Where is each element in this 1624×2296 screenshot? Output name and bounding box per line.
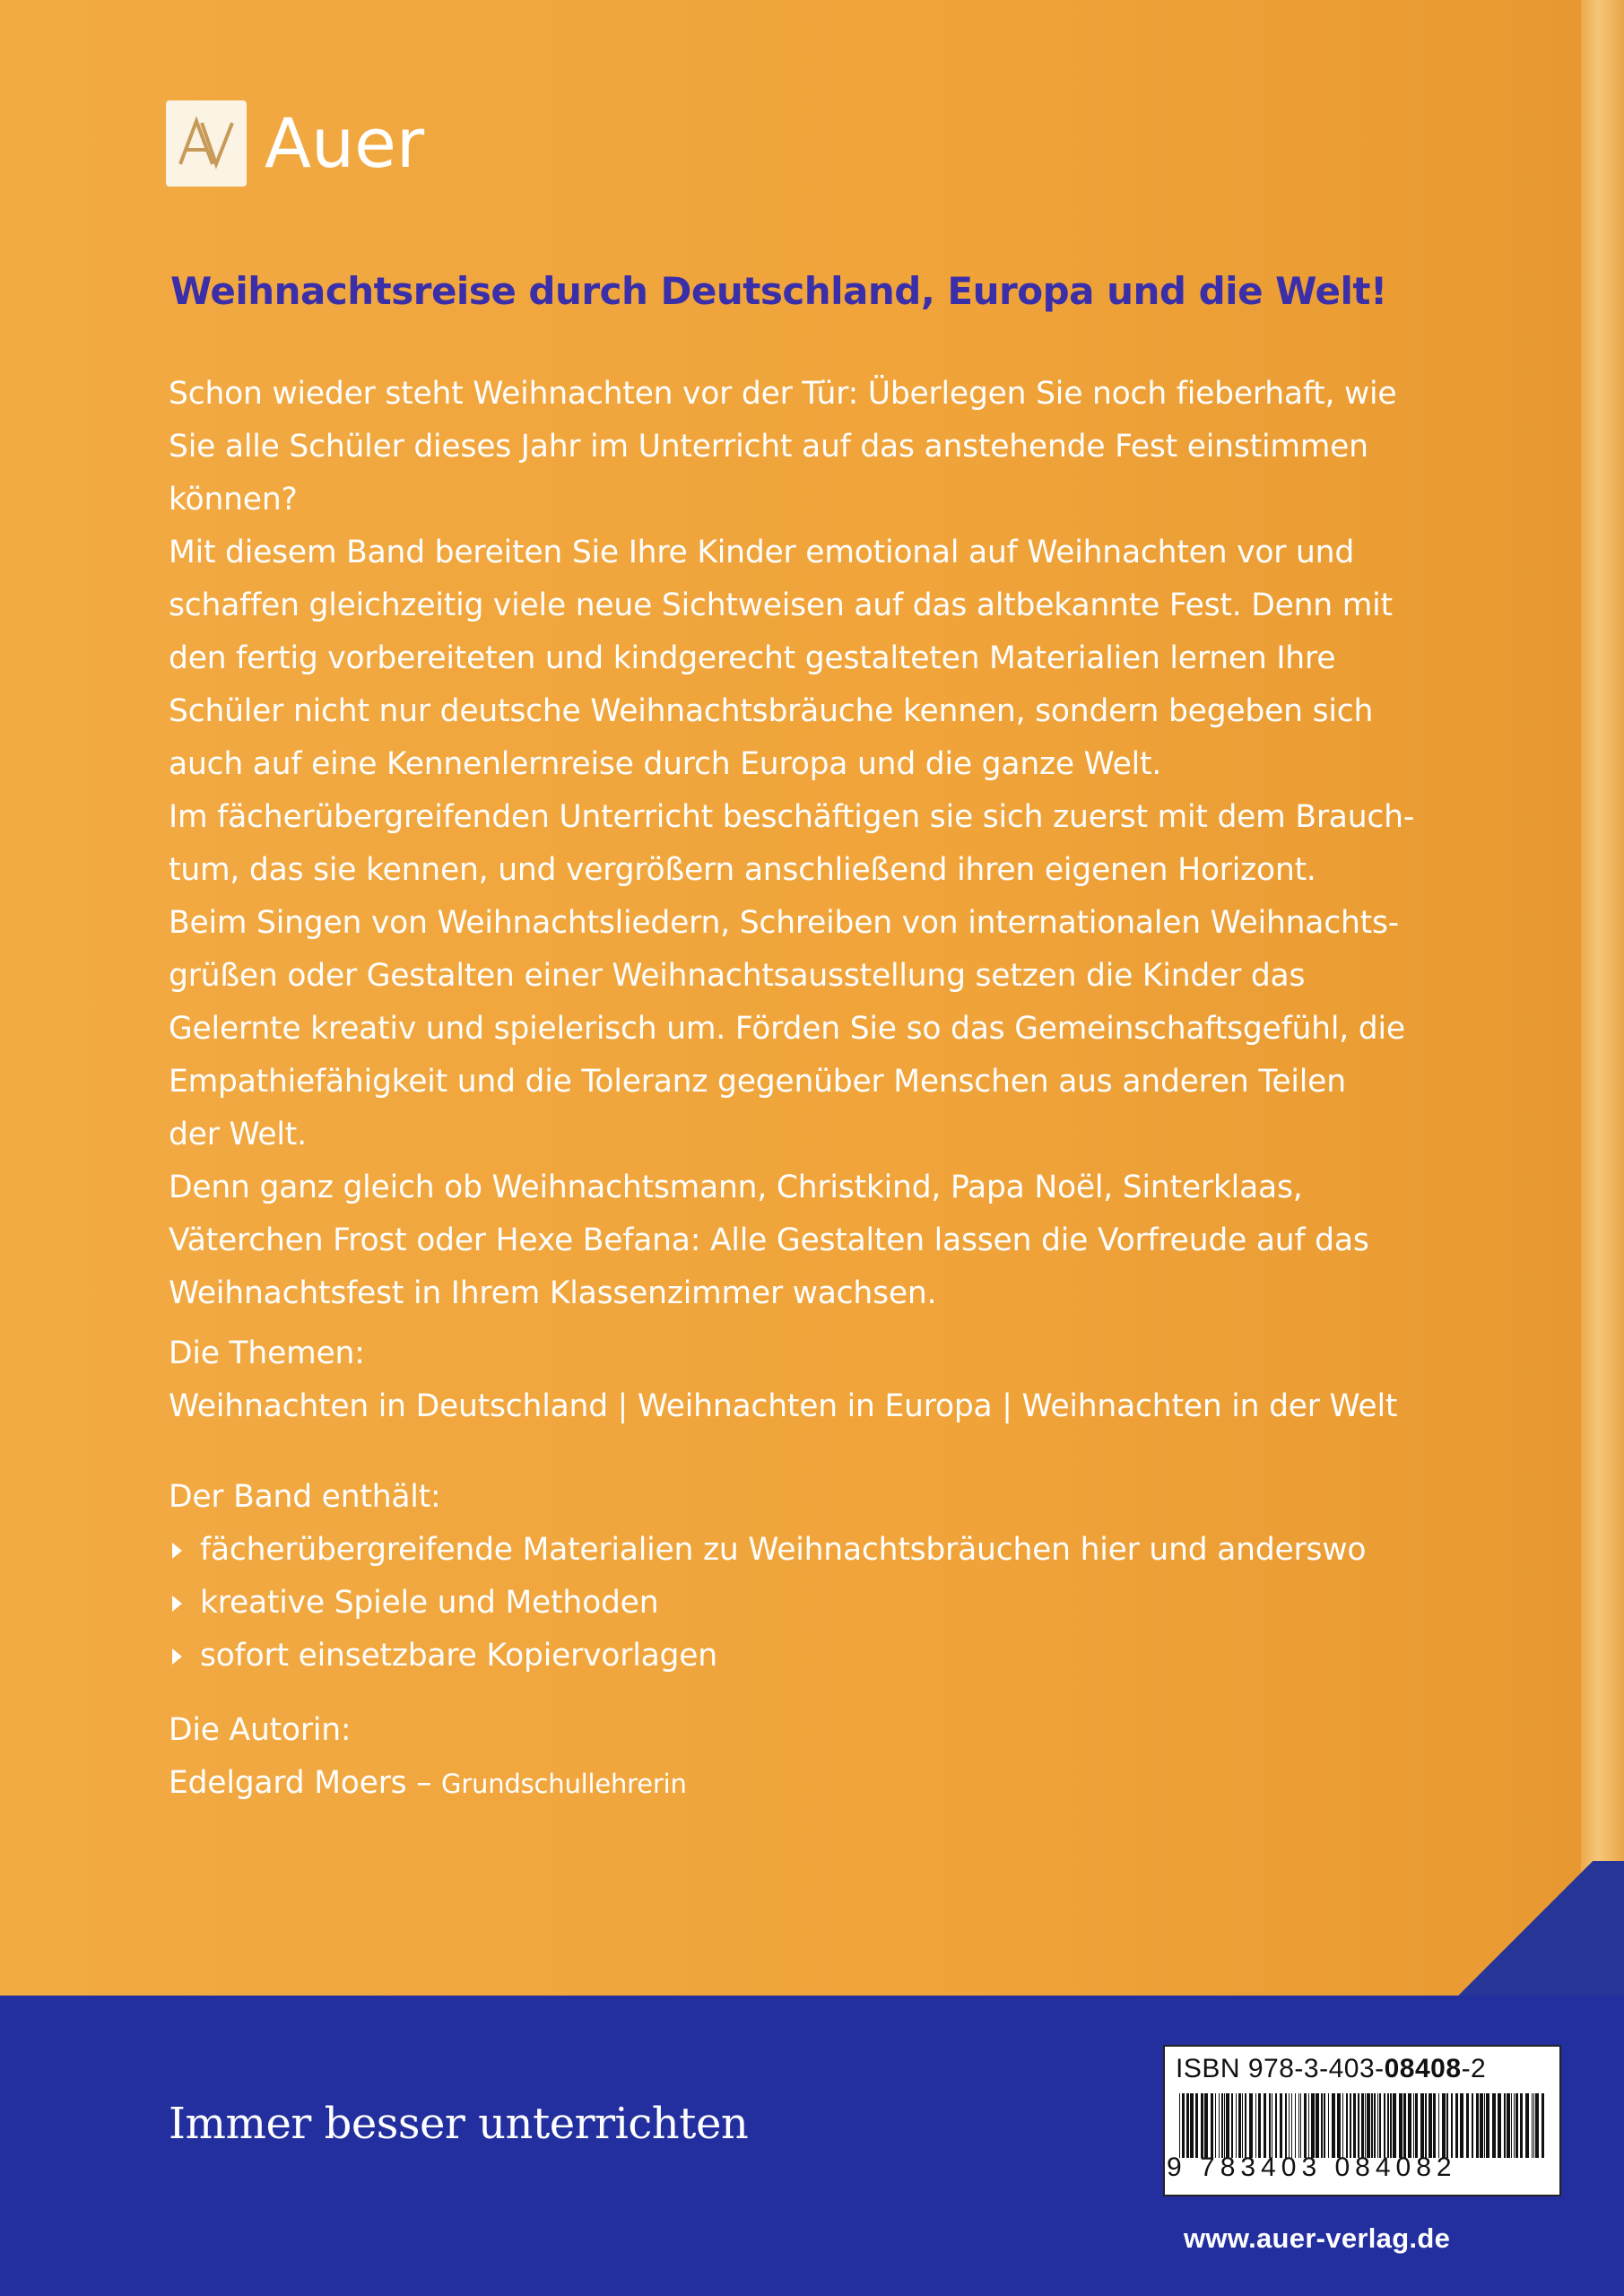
barcode-bar [1285, 2093, 1287, 2158]
barcode-bar [1258, 2093, 1261, 2158]
barcode-bar [1433, 2093, 1436, 2158]
barcode-bar [1429, 2093, 1432, 2158]
band-fold [1427, 1861, 1624, 1996]
body-line: können? [169, 482, 298, 517]
barcode-digits: 9 783403 084082 [1167, 2152, 1457, 2182]
body-line: Schüler nicht nur deutsche Weihnachtsbräuche kennen, sondern begeben sich [169, 693, 1374, 729]
barcode-bar [1535, 2093, 1539, 2158]
body-line: tum, das sie kennen, und vergrößern anschließend ihren eigenen Horizont. [169, 852, 1316, 888]
body-line: der Welt. [169, 1117, 307, 1152]
body-line: Im fächerübergreifenden Unterricht beschäftigen sie sich zuerst mit dem Brauch- [169, 799, 1415, 835]
barcode-bar [1507, 2093, 1510, 2158]
barcode-bar [1242, 2093, 1243, 2158]
publisher-name: Auer [265, 103, 425, 183]
barcode-bar [1211, 2093, 1213, 2158]
barcode-bar [1321, 2093, 1323, 2158]
av-monogram-icon [175, 112, 238, 175]
publisher-logo [166, 99, 424, 188]
barcode-bar [1413, 2093, 1414, 2158]
barcode-bar [1438, 2093, 1439, 2158]
barcode-bar [1311, 2093, 1315, 2158]
barcode-bar [1399, 2093, 1403, 2158]
barcode-bar [1504, 2093, 1506, 2158]
barcode-bar [1525, 2093, 1529, 2158]
barcode-bar [1224, 2093, 1225, 2158]
barcode-bar [1353, 2093, 1356, 2158]
headline: Weihnachtsreise durch Deutschland, Europa und die Welt! [170, 269, 1387, 313]
contents-item: sofort einsetzbare Kopiervorlagen [169, 1630, 1366, 1683]
author-role: Grundschullehrerin [441, 1769, 687, 1799]
barcode-bar [1308, 2093, 1309, 2158]
description-text [169, 368, 1478, 1320]
barcode-bar [1425, 2093, 1427, 2158]
author-label: Die Autorin: [169, 1712, 352, 1748]
barcode-bar [1328, 2093, 1329, 2158]
body-line: Denn ganz gleich ob Weihnachtsmann, Christkind, Papa Noël, Sinterklaas, [169, 1170, 1303, 1205]
barcode-bar [1384, 2093, 1385, 2158]
barcode-bar [1358, 2093, 1359, 2158]
barcode-bar [1379, 2093, 1381, 2158]
barcode-bar [1367, 2093, 1370, 2158]
barcode-bar [1190, 2093, 1194, 2158]
barcode-bar [1514, 2093, 1515, 2158]
barcode-bar [1476, 2093, 1479, 2158]
publisher-url[interactable]: www.auer-verlag.de [1184, 2222, 1451, 2254]
author-name: Edelgard Moers [169, 1765, 407, 1801]
contents-section [169, 1471, 1366, 1683]
barcode-bar [1472, 2093, 1473, 2158]
barcode-bar [1179, 2093, 1180, 2158]
barcode-bar [1332, 2093, 1335, 2158]
barcode-bar [1275, 2093, 1277, 2158]
triangle-bullet-icon [172, 1596, 182, 1612]
barcode-bar [1387, 2093, 1389, 2158]
barcode-bar [1520, 2093, 1523, 2158]
body-line: grüßen oder Gestalten einer Weihnachtsausstellung setzen die Kinder das [169, 958, 1306, 994]
barcode-bar [1204, 2093, 1208, 2158]
author-line [169, 1757, 687, 1811]
body-line: Schon wieder steht Weihnachten vor der Tür: Überlegen Sie noch fieberhaft, wie [169, 376, 1397, 412]
barcode-bar [1346, 2093, 1348, 2158]
contents-item: kreative Spiele und Methoden [169, 1577, 1366, 1630]
barcode-bar [1298, 2093, 1299, 2158]
barcode-bar [1236, 2093, 1237, 2158]
barcode-bar [1291, 2093, 1292, 2158]
triangle-bullet-icon [172, 1648, 182, 1665]
logo-mark-icon [166, 100, 247, 187]
barcode-bar [1289, 2093, 1290, 2158]
barcode-bar [1533, 2093, 1534, 2158]
barcode-bar [1420, 2093, 1424, 2158]
barcode-bar [1480, 2093, 1483, 2158]
contents-item: fächerübergreifende Materialien zu Weihnachtsbräuchen hier und anderswo [169, 1524, 1366, 1577]
themes-text: Weihnachten in Deutschland | Weihnachten in Europa | Weihnachten in der Welt [169, 1388, 1398, 1424]
barcode-bar [1365, 2093, 1366, 2158]
barcode-bar [1377, 2093, 1378, 2158]
themes-label: Die Themen: [169, 1335, 365, 1371]
author-separator: – [406, 1765, 442, 1801]
barcode-bar [1249, 2093, 1253, 2158]
barcode-bar [1361, 2093, 1364, 2158]
body-line: auch auf eine Kennenlernreise durch Europa und die ganze Welt. [169, 746, 1162, 782]
barcode-bar [1390, 2093, 1392, 2158]
barcode-bar [1245, 2093, 1246, 2158]
barcode-bar [1371, 2093, 1373, 2158]
barcode-bar [1532, 2093, 1533, 2158]
barcode-bar [1295, 2093, 1296, 2158]
barcode-bar [1515, 2093, 1518, 2158]
slogan: Immer besser unterrichten [169, 2099, 749, 2149]
body-line: Mit diesem Band bereiten Sie Ihre Kinder emotional auf Weihnachten vor und [169, 535, 1355, 570]
barcode-bar [1374, 2093, 1376, 2158]
barcode-bar [1451, 2093, 1453, 2158]
barcode-bar [1182, 2093, 1185, 2158]
barcode-bar [1492, 2093, 1496, 2158]
triangle-bullet-icon [172, 1543, 182, 1559]
barcode-bar [1219, 2093, 1220, 2158]
barcode-bar [1460, 2093, 1463, 2158]
themes-section [169, 1327, 1397, 1433]
contents-label: Der Band enthält: [169, 1479, 441, 1515]
barcode-bar [1231, 2093, 1233, 2158]
barcode-bar [1403, 2093, 1406, 2158]
body-line: Sie alle Schüler dieses Jahr im Unterricht auf das anstehende Fest einstimmen [169, 429, 1368, 465]
body-line: Empathiefähigkeit und die Toleranz gegenüber Menschen aus anderen Teilen [169, 1064, 1346, 1100]
body-line: schaffen gleichzeitig viele neue Sichtweisen auf das altbekannte Fest. Denn mit [169, 587, 1393, 623]
barcode-bar [1255, 2093, 1256, 2158]
barcode-bar [1201, 2093, 1203, 2158]
barcode-bar [1269, 2093, 1271, 2158]
barcode-bar [1324, 2093, 1325, 2158]
body-line: Gelernte kreativ und spielerisch um. Förden Sie so das Gemeinschaftsgefühl, die [169, 1011, 1405, 1047]
barcode-bar [1498, 2093, 1501, 2158]
barcode-bar [1446, 2093, 1448, 2158]
barcode-bar [1337, 2093, 1341, 2158]
barcode-bar [1316, 2093, 1319, 2158]
barcode-bar [1186, 2093, 1189, 2158]
body-line: den fertig vorbereiteten und kindgerecht gestalteten Materialien lernen Ihre [169, 640, 1336, 676]
author-section [169, 1704, 687, 1811]
isbn-barcode-box [1163, 2045, 1561, 2196]
body-line: Beim Singen von Weihnachtsliedern, Schreiben von internationalen Weihnachts- [169, 905, 1400, 941]
barcode-bar [1280, 2093, 1282, 2158]
barcode-bar [1408, 2093, 1411, 2158]
body-line: Väterchen Frost oder Hexe Befana: Alle Gestalten lassen die Vorfreude auf das [169, 1222, 1369, 1258]
barcode-bar [1304, 2093, 1307, 2158]
barcode-bar [1393, 2093, 1396, 2158]
barcode-bar [1264, 2093, 1266, 2158]
isbn-text: ISBN 978-3-403-08408-2 [1176, 2054, 1487, 2083]
barcode-bar [1215, 2093, 1216, 2158]
body-line: Weihnachtsfest in Ihrem Klassenzimmer wachsen. [169, 1275, 937, 1311]
barcode-bar [1238, 2093, 1241, 2158]
barcode-bar [1342, 2093, 1343, 2158]
barcode-bar [1442, 2093, 1446, 2158]
barcode-bar [1226, 2093, 1229, 2158]
barcode-bar [1195, 2093, 1198, 2158]
barcode-bar [1300, 2093, 1301, 2158]
barcode-bar [1415, 2093, 1418, 2158]
barcode-bar [1350, 2093, 1351, 2158]
barcode-bar [1541, 2093, 1544, 2158]
barcode-bar [1484, 2093, 1485, 2158]
barcode-bar [1455, 2093, 1458, 2158]
barcode-bar [1511, 2093, 1512, 2158]
barcode-bar [1221, 2093, 1223, 2158]
barcode-bar [1466, 2093, 1469, 2158]
barcode [1177, 2093, 1547, 2158]
barcode-bar [1486, 2093, 1489, 2158]
